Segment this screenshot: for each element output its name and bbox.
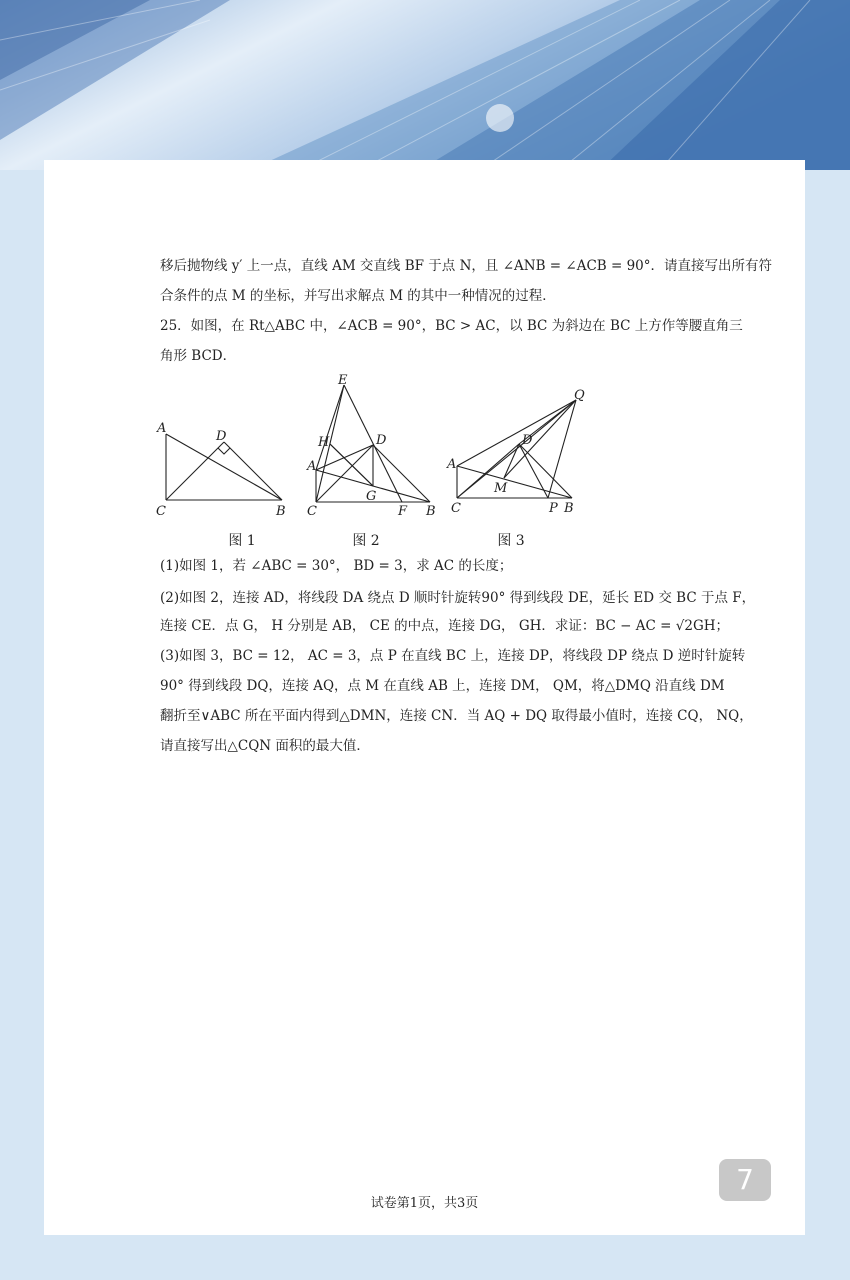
exam-page	[44, 160, 805, 1235]
fig3-label-A: A	[447, 457, 457, 472]
question-2-line-1: (2)如图 2，连接 AD，将线段 DA 绕点 D 顺时针旋转90° 得到线段 DE，延长 ED 交 BC 于点 F，	[160, 590, 756, 606]
fig1-label-C: C	[156, 504, 166, 519]
question-3-line-1: (3)如图 3，BC = 12， AC = 3，点 P 在直线 BC 上，连接 DP，将线段 DP 绕点 D 逆时针旋转	[160, 648, 746, 664]
figure-3	[457, 400, 576, 498]
figure-2-caption: 图 2	[352, 533, 380, 549]
problem-25-line-2: 角形 BCD．	[160, 348, 237, 364]
fig1-label-B: B	[276, 504, 286, 519]
geometry-figures	[154, 372, 624, 522]
fig2-label-D: D	[376, 433, 387, 448]
page-footer: 试卷第1页，共3页	[370, 1196, 479, 1211]
fig2-label-B: B	[426, 504, 436, 519]
fig3-label-Q: Q	[574, 388, 585, 403]
text-line-2: 合条件的点 M 的坐标，并写出求解点 M 的其中一种情况的过程．	[160, 288, 556, 304]
fig2-label-H: H	[318, 435, 330, 450]
fig3-label-P: P	[549, 501, 558, 516]
figure-2	[316, 385, 430, 502]
fig3-label-D: D	[522, 433, 533, 448]
fig2-label-F: F	[398, 504, 408, 519]
problem-25-line-1: 25．如图，在 Rt△ABC 中，∠ACB = 90°，BC > AC，以 BC 为斜边在 BC 上方作等腰直角三	[160, 318, 743, 334]
fig3-label-B: B	[564, 501, 574, 516]
question-3-line-3: 翻折至∨ABC 所在平面内得到△DMN，连接 CN．当 AQ + DQ 取得最小值时，连接 CQ， NQ，	[160, 708, 753, 724]
page-number-badge: 7	[719, 1159, 771, 1201]
question-1: (1)如图 1，若 ∠ABC = 30°， BD = 3，求 AC 的长度；	[160, 558, 513, 574]
fig2-label-G: G	[366, 489, 377, 504]
fig1-label-A: A	[157, 421, 167, 436]
question-2-line-2: 连接 CE．点 G， H 分别是 AB， CE 的中点，连接 DG， GH．求证：BC − AC = √2GH；	[160, 618, 729, 634]
fig2-label-A: A	[307, 459, 317, 474]
fig3-label-M: M	[494, 481, 508, 496]
header-banner-image	[0, 0, 850, 170]
text-line-1: 移后抛物线 y′ 上一点，直线 AM 交直线 BF 于点 N，且 ∠ANB = ∠ACB = 90°．请直接写出所有符	[160, 258, 773, 274]
figure-1-caption: 图 1	[228, 533, 256, 549]
fig2-label-E: E	[338, 373, 348, 388]
fig1-label-D: D	[216, 429, 227, 444]
fig2-label-C: C	[307, 504, 317, 519]
fig3-label-C: C	[451, 501, 461, 516]
question-3-line-4: 请直接写出△CQN 面积的最大值．	[160, 738, 370, 754]
question-3-line-2: 90° 得到线段 DQ，连接 AQ，点 M 在直线 AB 上，连接 DM， QM，将△DMQ 沿直线 DM	[160, 678, 725, 694]
figure-3-caption: 图 3	[497, 533, 525, 549]
